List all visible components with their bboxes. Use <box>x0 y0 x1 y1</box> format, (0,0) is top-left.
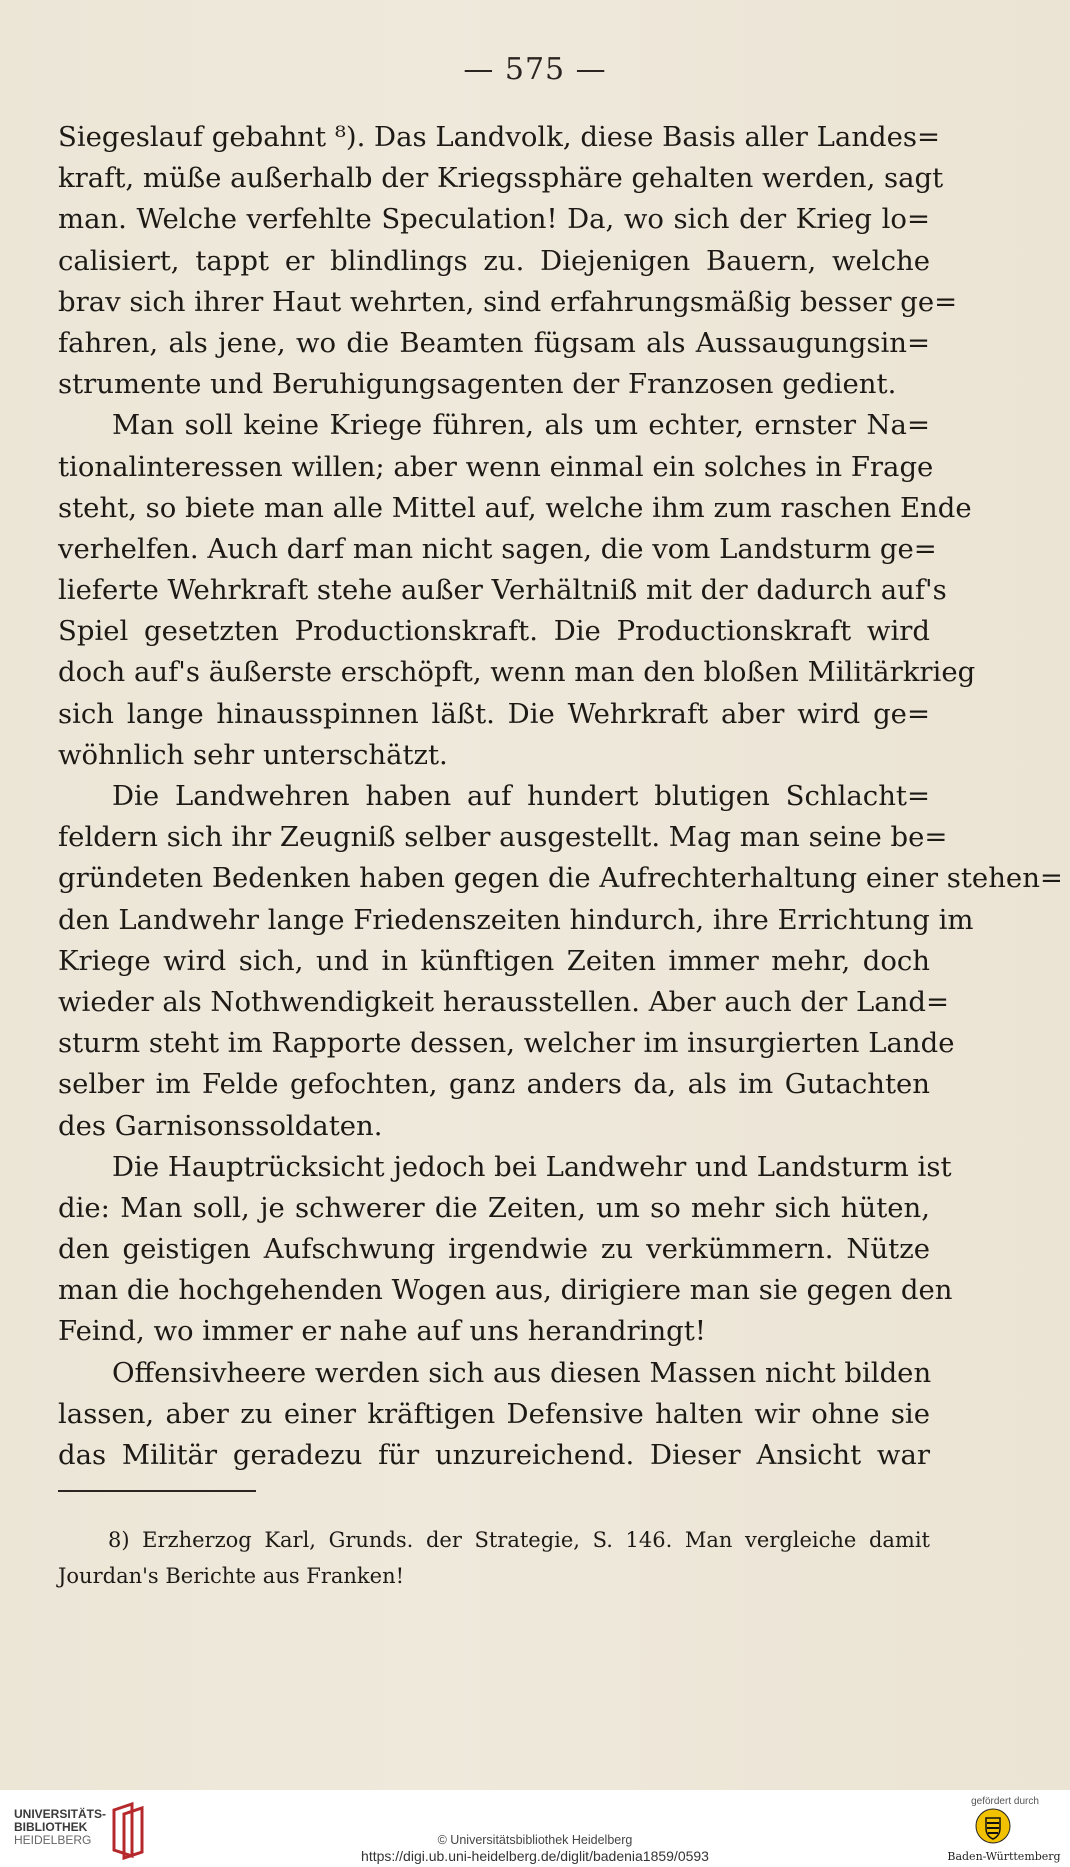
footnote-divider <box>58 1490 256 1492</box>
text-line: lieferte Wehrkraft stehe außer Verhältniß mit der dadurch auf's <box>58 574 947 607</box>
text-line: wieder als Nothwendigkeit herausstellen. Aber auch der Land= <box>58 985 950 1018</box>
text-line: doch auf's äußerste erschöpft, wenn man den bloßen Militärkrieg <box>58 656 976 689</box>
text-line: verhelfen. Auch darf man nicht sagen, die vom Landsturm ge= <box>58 532 937 565</box>
text-line: man die hochgehenden Wogen aus, dirigiere man sie gegen den <box>58 1274 953 1307</box>
text-line: man. Welche verfehlte Speculation! Da, wo sich der Krieg lo= <box>58 203 930 236</box>
text-line: feldern sich ihr Zeugniß selber ausgestellt. Mag man seine be= <box>58 821 948 854</box>
text-line: den geistigen Aufschwung irgendwie zu verkümmern. Nütze <box>58 1233 930 1266</box>
text-line: des Garnisonssoldaten. <box>58 1109 383 1142</box>
footnote-line: Jourdan's Berichte aus Franken! <box>58 1564 405 1588</box>
text-line: Siegeslauf gebahnt ⁸). Das Landvolk, diese Basis aller Landes= <box>58 121 941 153</box>
text-line: selber im Felde gefochten, ganz anders da, als im Gutachten <box>58 1068 930 1101</box>
text-line: steht, so biete man alle Mittel auf, welche ihm zum raschen Ende <box>58 491 972 524</box>
text-line: Man soll keine Kriege führen, als um echter, ernster Na= <box>112 409 930 442</box>
library-logo-line: HEIDELBERG <box>14 1833 92 1847</box>
text-line: den Landwehr lange Friedenszeiten hindurch, ihre Errichtung im <box>58 903 974 936</box>
text-line: tionalinteressen willen; aber wenn einmal ein solches in Frage <box>58 450 934 483</box>
copyright-notice: © Universitätsbibliothek Heidelberg <box>437 1833 633 1847</box>
text-line: lassen, aber zu einer kräftigen Defensive halten wir ohne sie <box>58 1397 930 1430</box>
text-line: sturm steht im Rapporte dessen, welcher im insurgierten Lande <box>58 1027 955 1060</box>
text-line: kraft, müße außerhalb der Kriegssphäre gehalten werden, sagt <box>58 162 944 195</box>
text-line: Offensivheere werden sich aus diesen Massen nicht bilden <box>112 1356 932 1389</box>
library-logo-line: UNIVERSITÄTS- <box>14 1807 107 1821</box>
page-number: — 575 — <box>463 52 607 87</box>
text-line: Die Landwehren haben auf hundert blutigen Schlacht= <box>112 780 930 812</box>
text-line: brav sich ihrer Haut wehrten, sind erfahrungsmäßig besser ge= <box>58 285 958 318</box>
permalink[interactable]: https://digi.ub.uni-heidelberg.de/diglit/badenia1859/0593 <box>361 1848 709 1864</box>
text-line: strumente und Beruhigungsagenten der Franzosen gedient. <box>58 368 897 401</box>
text-line: calisiert, tappt er blindlings zu. Diejenigen Bauern, welche <box>58 244 930 277</box>
text-line: Feind, wo immer er nahe auf uns herandringt! <box>58 1315 706 1348</box>
text-line: fahren, als jene, wo die Beamten fügsam als Aussaugungsin= <box>58 326 930 359</box>
funded-by-label: gefördert durch <box>971 1796 1039 1807</box>
library-logo-line: BIBLIOTHEK <box>14 1820 88 1834</box>
text-line: gründeten Bedenken haben gegen die Aufrechterhaltung einer stehen= <box>58 862 1063 895</box>
text-line: sich lange hinausspinnen läßt. Die Wehrkraft aber wird ge= <box>58 697 930 730</box>
body-text <box>58 117 1063 1476</box>
text-line: wöhnlich sehr unterschätzt. <box>58 738 448 771</box>
text-line: die: Man soll, je schwerer die Zeiten, um so mehr sich hüten, <box>58 1191 930 1224</box>
text-line: Die Hauptrücksicht jedoch bei Landwehr und Landsturm ist <box>112 1150 952 1183</box>
text-line: Kriege wird sich, und in künftigen Zeiten immer mehr, doch <box>58 944 930 977</box>
text-line: das Militär geradezu für unzureichend. Dieser Ansicht war <box>58 1439 930 1471</box>
text-line: Spiel gesetzten Productionskraft. Die Productionskraft wird <box>58 615 930 648</box>
footnote-line: 8) Erzherzog Karl, Grunds. der Strategie, S. 146. Man vergleiche damit <box>108 1528 930 1552</box>
funder-name[interactable]: Baden-Württemberg <box>947 1850 1061 1863</box>
footnotes <box>58 1522 930 1594</box>
baden-wuerttemberg-emblem-icon <box>975 1808 1011 1844</box>
